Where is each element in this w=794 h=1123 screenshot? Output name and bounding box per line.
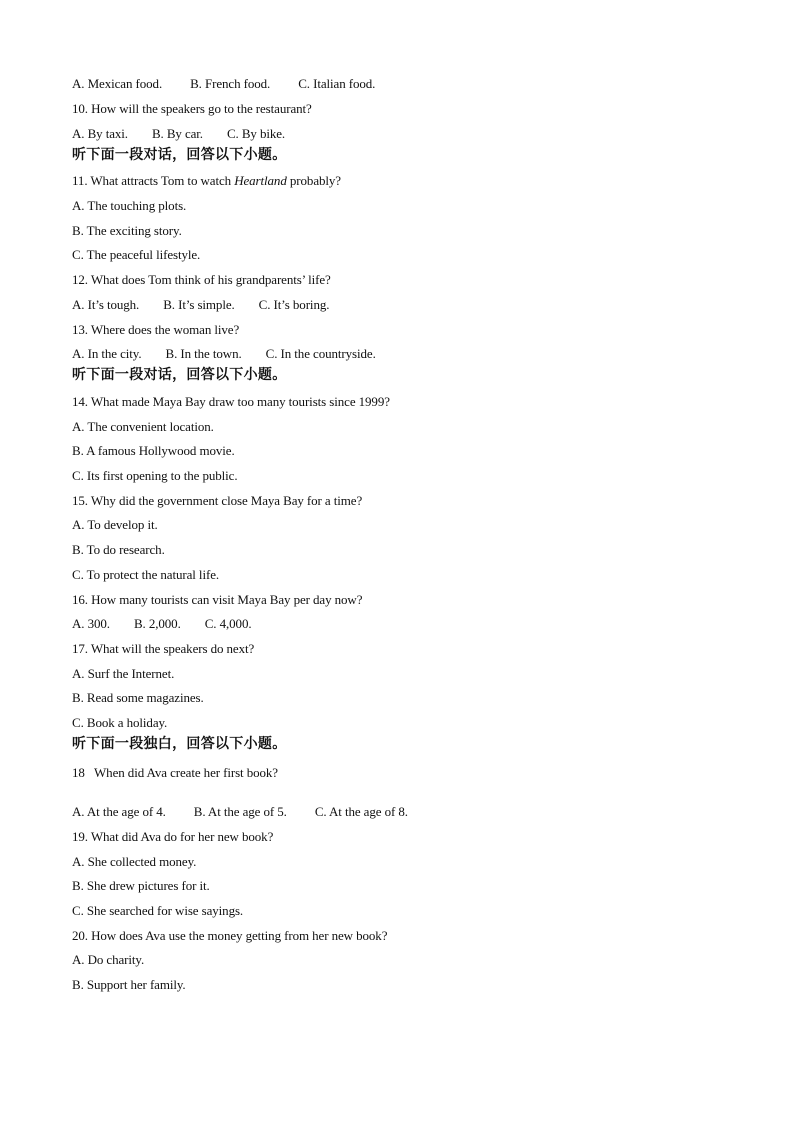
q16-option-b: B. 2,000. — [133, 616, 181, 631]
q9-option-a: A. Mexican food. — [72, 76, 163, 91]
q14-option-c: C. Its first opening to the public. — [72, 468, 238, 483]
q9-option-c: C. Italian food. — [298, 76, 376, 91]
q17-option-a: A. Surf the Internet. — [72, 666, 175, 681]
q13-stem: 13. Where does the woman live? — [72, 322, 240, 337]
q18-option-c: C. At the age of 8. — [314, 804, 408, 819]
q13-option-b: B. In the town. — [165, 346, 242, 361]
q16-option-c: C. 4,000. — [204, 616, 252, 631]
q14-option-b: B. A famous Hollywood movie. — [72, 443, 235, 458]
q11-option-c: C. The peaceful lifestyle. — [72, 247, 201, 262]
q15-option-c: C. To protect the natural life. — [72, 567, 220, 582]
q11-option-a: A. The touching plots. — [72, 198, 187, 213]
q17-option-b: B. Read some magazines. — [72, 690, 204, 705]
q11-stem-post: probably? — [286, 173, 341, 188]
section-heading-2: 听下面一段对话，回答以下小题。 — [72, 367, 287, 383]
q19-option-b: B. She drew pictures for it. — [72, 878, 210, 893]
q20-stem: 20. How does Ava use the money getting from her new book? — [72, 928, 388, 943]
q12-options — [72, 297, 329, 313]
q17-option-c: C. Book a holiday. — [72, 715, 168, 730]
q10-option-a: A. By taxi. — [72, 126, 128, 141]
q11-stem-title: Heartland — [234, 173, 287, 188]
q19-option-a: A. She collected money. — [72, 854, 197, 869]
section-heading-1: 听下面一段对话，回答以下小题。 — [72, 147, 287, 163]
q11-stem-pre: 11. What attracts Tom to watch — [72, 173, 235, 188]
q19-option-c: C. She searched for wise sayings. — [72, 903, 244, 918]
section-heading-3: 听下面一段独白，回答以下小题。 — [72, 736, 287, 752]
q10-options — [72, 126, 285, 142]
q18-option-b: B. At the age of 5. — [193, 804, 287, 819]
q14-stem: 14. What made Maya Bay draw too many tourists since 1999? — [72, 394, 390, 409]
q16-options — [72, 616, 252, 632]
q11-stem — [72, 173, 341, 189]
q17-stem: 17. What will the speakers do next? — [72, 641, 255, 656]
q13-option-c: C. In the countryside. — [265, 346, 376, 361]
q12-option-c: C. It’s boring. — [258, 297, 330, 312]
q15-option-a: A. To develop it. — [72, 517, 158, 532]
q11-option-b: B. The exciting story. — [72, 223, 182, 238]
q13-option-a: A. In the city. — [72, 346, 142, 361]
q16-option-a: A. 300. — [72, 616, 110, 631]
q13-options — [72, 346, 376, 362]
q14-option-a: A. The convenient location. — [72, 419, 214, 434]
q12-option-a: A. It’s tough. — [72, 297, 140, 312]
q15-option-b: B. To do research. — [72, 542, 165, 557]
q18-option-a: A. At the age of 4. — [72, 804, 166, 819]
q16-stem: 16. How many tourists can visit Maya Bay per day now? — [72, 592, 363, 607]
q12-stem: 12. What does Tom think of his grandparents’ life? — [72, 272, 331, 287]
q15-stem: 15. Why did the government close Maya Bay for a time? — [72, 493, 363, 508]
q18-stem: 18 When did Ava create her first book? — [72, 765, 278, 780]
q10-stem: 10. How will the speakers go to the restaurant? — [72, 101, 312, 116]
q12-option-b: B. It’s simple. — [163, 297, 235, 312]
q9-option-b: B. French food. — [190, 76, 271, 91]
q18-options — [72, 804, 408, 820]
q19-stem: 19. What did Ava do for her new book? — [72, 829, 274, 844]
q10-option-c: C. By bike. — [226, 126, 286, 141]
q9-options — [72, 76, 375, 92]
q10-option-b: B. By car. — [151, 126, 203, 141]
q20-option-b: B. Support her family. — [72, 977, 186, 992]
q20-option-a: A. Do charity. — [72, 952, 145, 967]
